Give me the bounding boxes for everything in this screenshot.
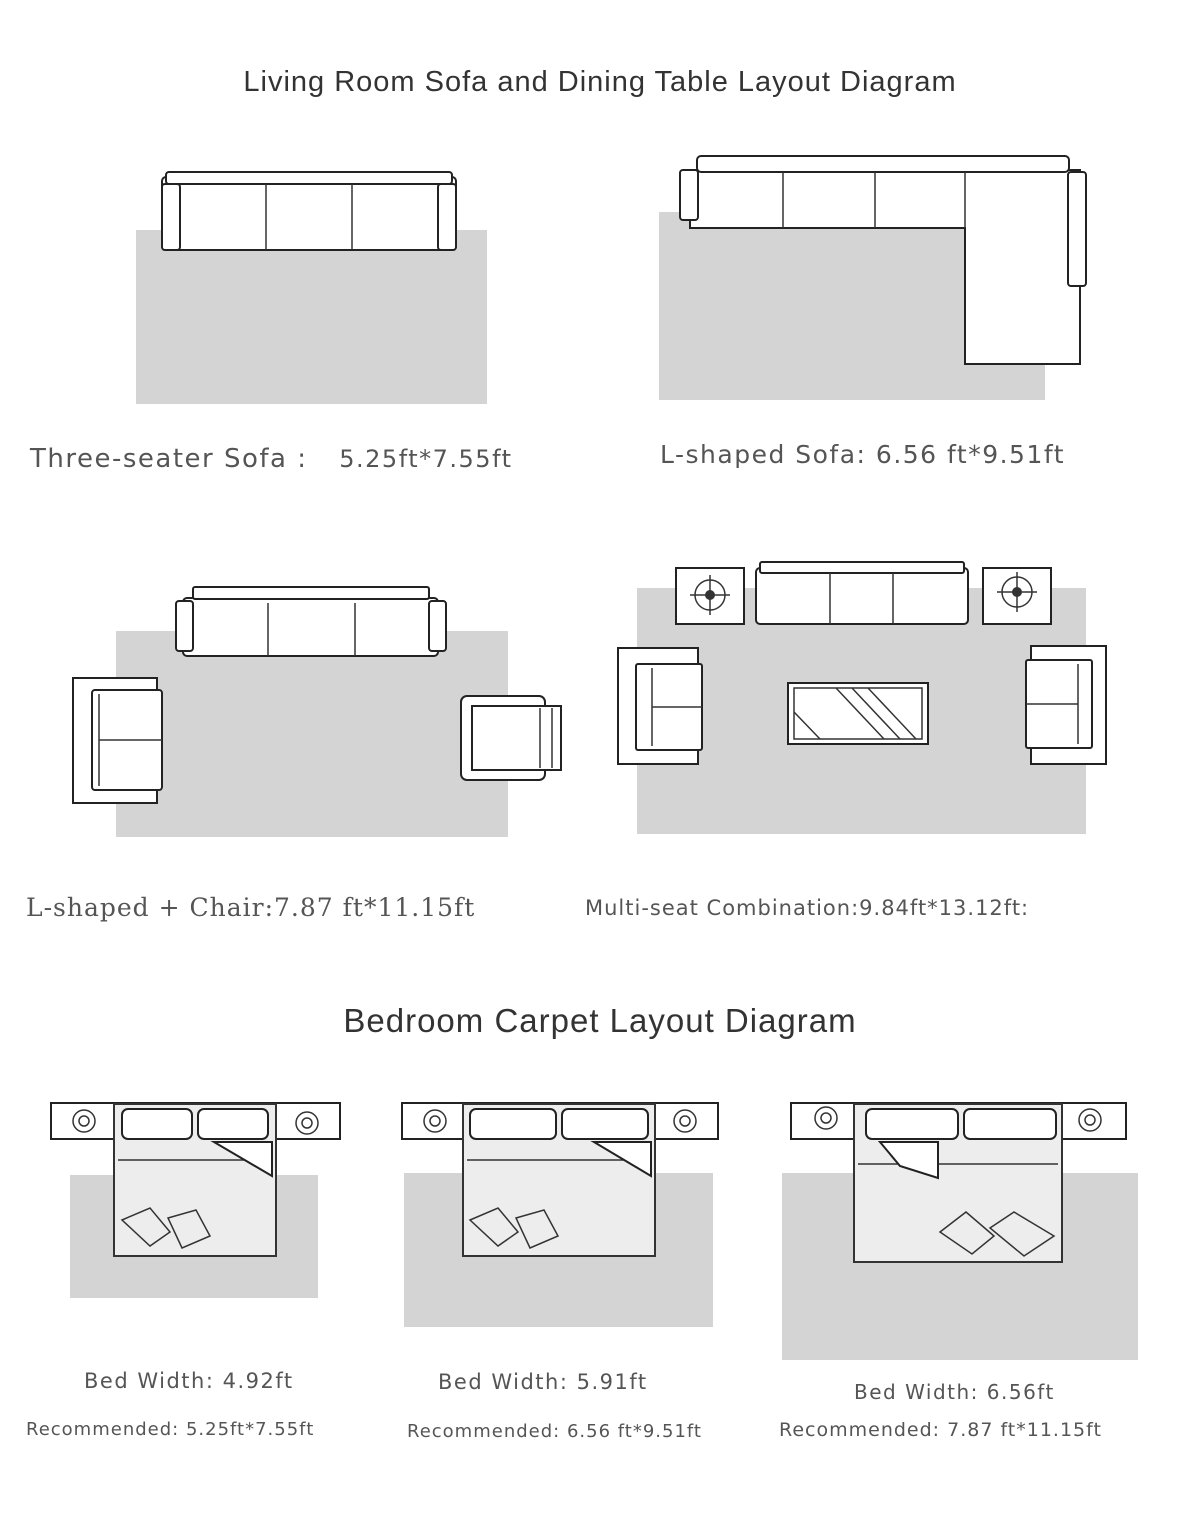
- caption-l-shaped-chair: L-shaped + Chair:7.87 ft*11.15ft: [26, 893, 476, 922]
- bedroom-title: Bedroom Carpet Layout Diagram: [343, 1002, 857, 1039]
- bed-layout-2: [402, 1103, 718, 1327]
- rug: [116, 631, 508, 837]
- caption-label: Three-seater Sofa :: [30, 444, 308, 474]
- side-table-lamp-icon: [676, 568, 744, 624]
- bed-icon: [114, 1104, 276, 1256]
- bed-2-width: Bed Width: 5.91ft: [438, 1370, 648, 1394]
- bed-3-recommended: Recommended: 7.87 ft*11.15ft: [779, 1419, 1102, 1441]
- bed-icon: [854, 1104, 1062, 1262]
- three-seater-sofa-layout: [136, 172, 487, 404]
- living-room-title: Living Room Sofa and Dining Table Layout Diagram: [243, 66, 957, 98]
- caption-l-shaped-sofa: L-shaped Sofa: 6.56 ft*9.51ft: [660, 440, 1066, 469]
- armchair-icon: [618, 648, 702, 764]
- sofa-icon: [176, 587, 446, 656]
- bed-3-width: Bed Width: 6.56ft: [854, 1380, 1055, 1404]
- caption-multi-seat-combination: Multi-seat Combination:9.84ft*13.12ft:: [585, 896, 1030, 920]
- loveseat-icon: [73, 678, 162, 803]
- caption-three-seater-sofa: [30, 444, 513, 474]
- sofa-icon: [162, 172, 456, 250]
- rug: [136, 230, 487, 404]
- caption-size: 5.25ft*7.55ft: [339, 445, 513, 473]
- bed-2-recommended: Recommended: 6.56 ft*9.51ft: [407, 1421, 702, 1442]
- bed-layout-3: [782, 1103, 1138, 1360]
- side-table-lamp-icon: [983, 568, 1051, 624]
- coffee-table-icon: [788, 683, 928, 744]
- sofa-icon: [756, 562, 968, 624]
- bed-layout-1: [51, 1103, 340, 1298]
- bed-1-recommended: Recommended: 5.25ft*7.55ft: [26, 1419, 315, 1440]
- l-shaped-sofa-layout: [659, 156, 1086, 400]
- bed-1-width: Bed Width: 4.92ft: [84, 1369, 294, 1393]
- bed-icon: [463, 1104, 655, 1256]
- multi-seat-combination-layout: [618, 562, 1106, 834]
- armchair-icon: [461, 696, 561, 780]
- l-shaped-chair-layout: [73, 587, 561, 837]
- armchair-icon: [1026, 646, 1106, 764]
